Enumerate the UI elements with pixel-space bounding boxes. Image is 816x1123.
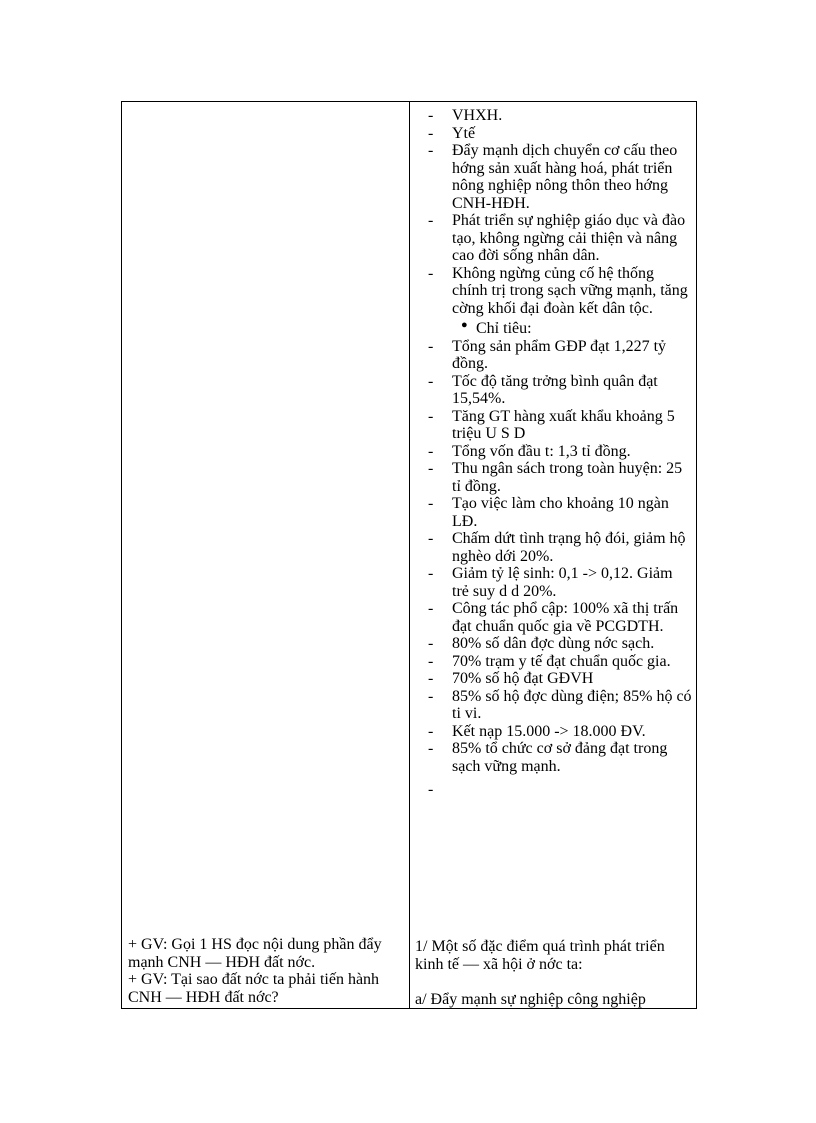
list-item: - Phát triển sự nghiệp giáo dục và đào tạo, không ngừng cải thiện và nâng cao đời sống nhân dân. [428, 212, 692, 265]
list-item: - 70% số hộ đạt GĐVH [428, 670, 692, 688]
list-item: - VHXH. [428, 107, 692, 125]
list-item: - Chấm dứt tình trạng hộ đói, giảm hộ nghèo dới 20%. [428, 530, 692, 565]
list-item: - Tốc độ tăng trởng bình quân đạt 15,54%. [428, 373, 692, 408]
list-item: - Tổng sản phẩm GĐP đạt 1,227 tỷ đồng. [428, 338, 692, 373]
list-item: - 70% trạm y tế đạt chuẩn quốc gia. [428, 653, 692, 671]
list-item: - 85% số hộ đợc dùng điện; 85% hộ có ti vi. [428, 688, 692, 723]
list-item: - Tổng vốn đầu t: 1,3 tỉ đồng. [428, 443, 692, 461]
teacher-activity-block [128, 936, 408, 1006]
list-item: - Kết nạp 15.000 -> 18.000 ĐV. [428, 723, 692, 741]
list-item: - Công tác phổ cập: 100% xã thị trấn đạt chuẩn quốc gia về PCGDTH. [428, 600, 692, 635]
list-item: - 85% tổ chức cơ sở đảng đạt trong sạch vững mạnh. [428, 740, 692, 775]
list-item: - Không ngừng củng cố hệ thống chính trị trong sạch vững mạnh, tăng cờng khối đại đoàn kết dân tộc. [428, 265, 692, 318]
target-list [428, 107, 692, 799]
teacher-question: + GV: Tại sao đất nớc ta phải tiến hành CNH — HĐH đất nớc? [128, 971, 380, 1006]
list-item: - 80% số dân đợc dùng nớc sạch. [428, 635, 692, 653]
list-item: - Tăng GT hàng xuất khẩu khoảng 5 triệu U S D [428, 408, 692, 443]
spacer [415, 973, 695, 991]
list-item: - Ytế [428, 125, 692, 143]
content-table [121, 101, 697, 1009]
teacher-instruction: + GV: Gọi 1 HS đọc nội dung phần đẩy mạnh CNH — HĐH đất nớc. [128, 936, 382, 971]
targets-heading: ● Chỉ tiêu: [428, 320, 692, 338]
list-item: - Thu ngân sách trong toàn huyện: 25 tỉ đồng. [428, 460, 692, 495]
list-item: - Đẩy mạnh dịch chuyển cơ cấu theo hớng sản xuất hàng hoá, phát triển nông nghiệp nông thôn theo hớng CNH-HĐH. [428, 142, 692, 212]
section-heading: 1/ Một số đặc điểm quá trình phát triển kinh tế — xã hội ở nớc ta: [415, 938, 665, 973]
right-column [410, 102, 696, 1008]
list-item-empty [428, 781, 692, 799]
section-block [415, 938, 695, 1008]
section-subheading: a/ Đẩy mạnh sự nghiệp công nghiệp [415, 991, 646, 1008]
list-item: - Tạo việc làm cho khoảng 10 ngàn LĐ. [428, 495, 692, 530]
list-item: - Giảm tỷ lệ sinh: 0,1 -> 0,12. Giảm trẻ suy d d 20%. [428, 565, 692, 600]
left-column [122, 102, 409, 1008]
